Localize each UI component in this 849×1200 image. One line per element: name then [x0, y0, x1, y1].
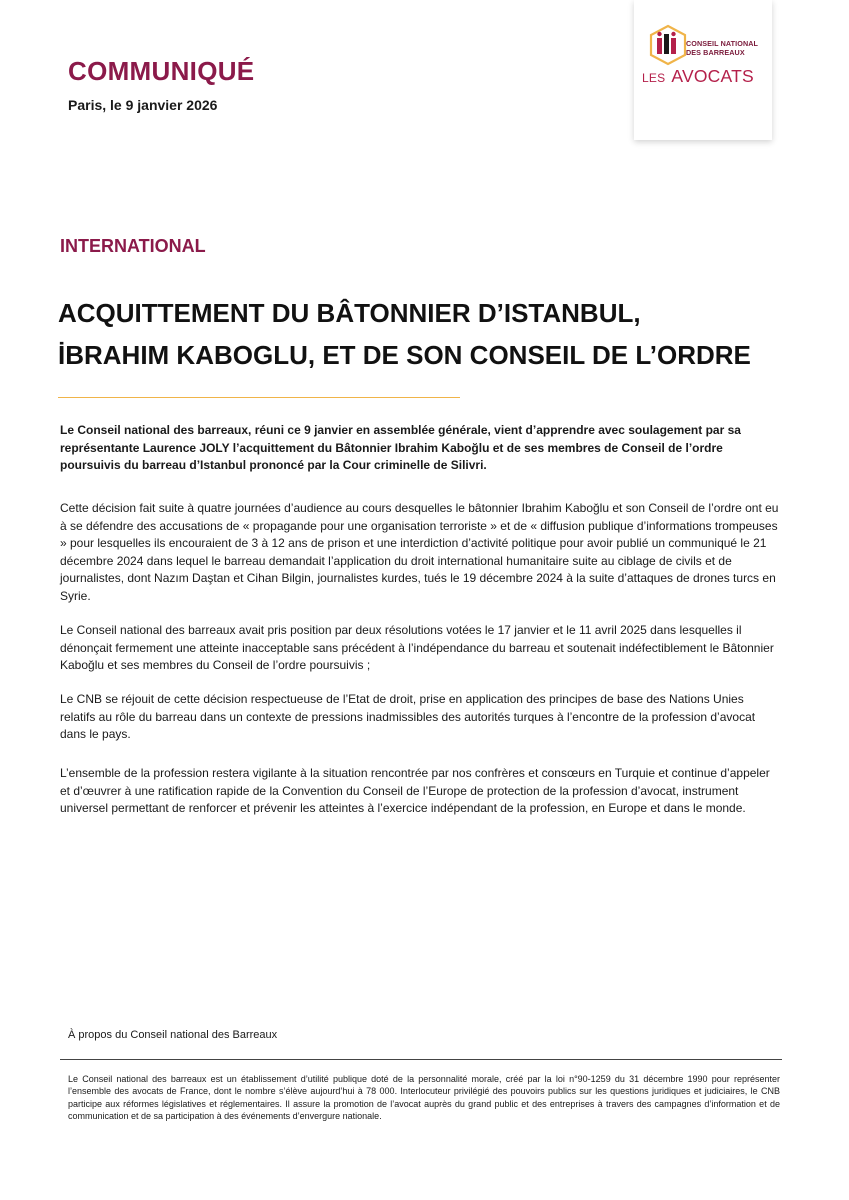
date-line: Paris, le 9 janvier 2026	[68, 97, 218, 113]
body-paragraph-4: Le CNB se réjouit de cette décision respectueuse de l’Etat de droit, prise en application des principes de base des Nations Unies relatifs au rôle du barreau dans un contexte de pressions inadmissibles des autorités turques à l’encontre de la profession d’avocat dans le pays.	[60, 692, 756, 742]
headline-line-1: ACQUITTEMENT DU BÂTONNIER D’ISTANBUL,	[58, 298, 641, 328]
lead-paragraph: Le Conseil national des barreaux, réuni ce 9 janvier en assemblée générale, vient d’apprendre avec soulagement par sa représentante Laurence JOLY l’acquittement du Bâtonnier Ibrahim Kaboğlu et de ses membres de Conseil de l’ordre poursuivis du barreau d’Istanbul prononcé par la Cour criminelle de Silivri.	[60, 423, 741, 473]
headline-divider	[58, 397, 460, 398]
logo-brand-prefix: LES	[642, 71, 666, 85]
cnb-emblem-icon	[648, 24, 688, 68]
document-type-title: COMMUNIQUÉ	[68, 56, 255, 86]
about-text: Le Conseil national des barreaux est un établissement d’utilité publique doté de la personnalité morale, créé par la loi n°90-1259 du 31 décembre 1990 pour représenter l’ensemble des avocats de France, dont le nombre s’élève aujourd’hui à 78 000. Interlocuteur privilégié des pouvoirs publics sur les questions juridiques et judiciaires, le CNB participe aux réformes législatives et réglementaires. Il assure la promotion de l’avocat auprès du grand public et des entreprises à travers des campagnes d’information et de communication et de sa participation à des événements d’envergure nationale.	[68, 1074, 780, 1122]
about-heading: À propos du Conseil national des Barreaux	[68, 1029, 278, 1041]
body-paragraph-3: Le Conseil national des barreaux avait pris position par deux résolutions votées le 17 janvier et le 11 avril 2025 dans lesquelles il dénonçait fermement une atteinte inacceptable sans précédent à l’indépendance du barreau et soutenait indéfectiblement le Bâtonnier Kaboğlu et ses membres du Conseil de l’ordre poursuivis ;	[60, 623, 774, 673]
cnb-logo	[634, 0, 772, 140]
body-paragraph-5: L’ensemble de la profession restera vigilante à la situation rencontrée par nos confrères et consœurs en Turquie et continue d’appeler et d’œuvrer à une ratification rapide de la Convention du Conseil de l’Europe de protection de la profession d’avocat, instrument universel permettant de renforcer et prévenir les atteintes à l’exercice indépendant de la profession, en Europe et dans le monde.	[60, 766, 770, 816]
logo-org-line2: DES BARREAUX	[686, 47, 745, 57]
logo-org-name	[686, 40, 770, 57]
footer-divider	[60, 1059, 782, 1060]
logo-org-line1: CONSEIL NATIONAL	[686, 39, 759, 48]
headline-line-2: İBRAHIM KABOGLU, ET DE SON CONSEIL DE L’ORDRE	[58, 340, 751, 370]
logo-brand	[642, 66, 772, 87]
headline	[58, 292, 798, 376]
body-paragraph-2: Cette décision fait suite à quatre journées d’audience au cours desquelles le bâtonnier Ibrahim Kaboğlu et son Conseil de l’ordre ont eu à se défendre des accusations de « propagande pour une organisation terroriste » et de « diffusion publique d’informations trompeuses » pour lesquelles ils encouraient de 3 à 12 ans de prison et une interdiction d’activité politique pour avoir publié un communiqué le 21 décembre 2024 dans lequel le barreau demandait l’application du droit international humanitaire suite au ciblage de civils et de journalistes, dont Nazım Daştan et Cihan Bilgin, journalistes kurdes, tués le 19 décembre 2024 à la suite d’attaques de drones turcs en Syrie.	[60, 501, 779, 603]
logo-brand-name: AVOCATS	[671, 66, 754, 86]
section-label: INTERNATIONAL	[60, 236, 206, 256]
